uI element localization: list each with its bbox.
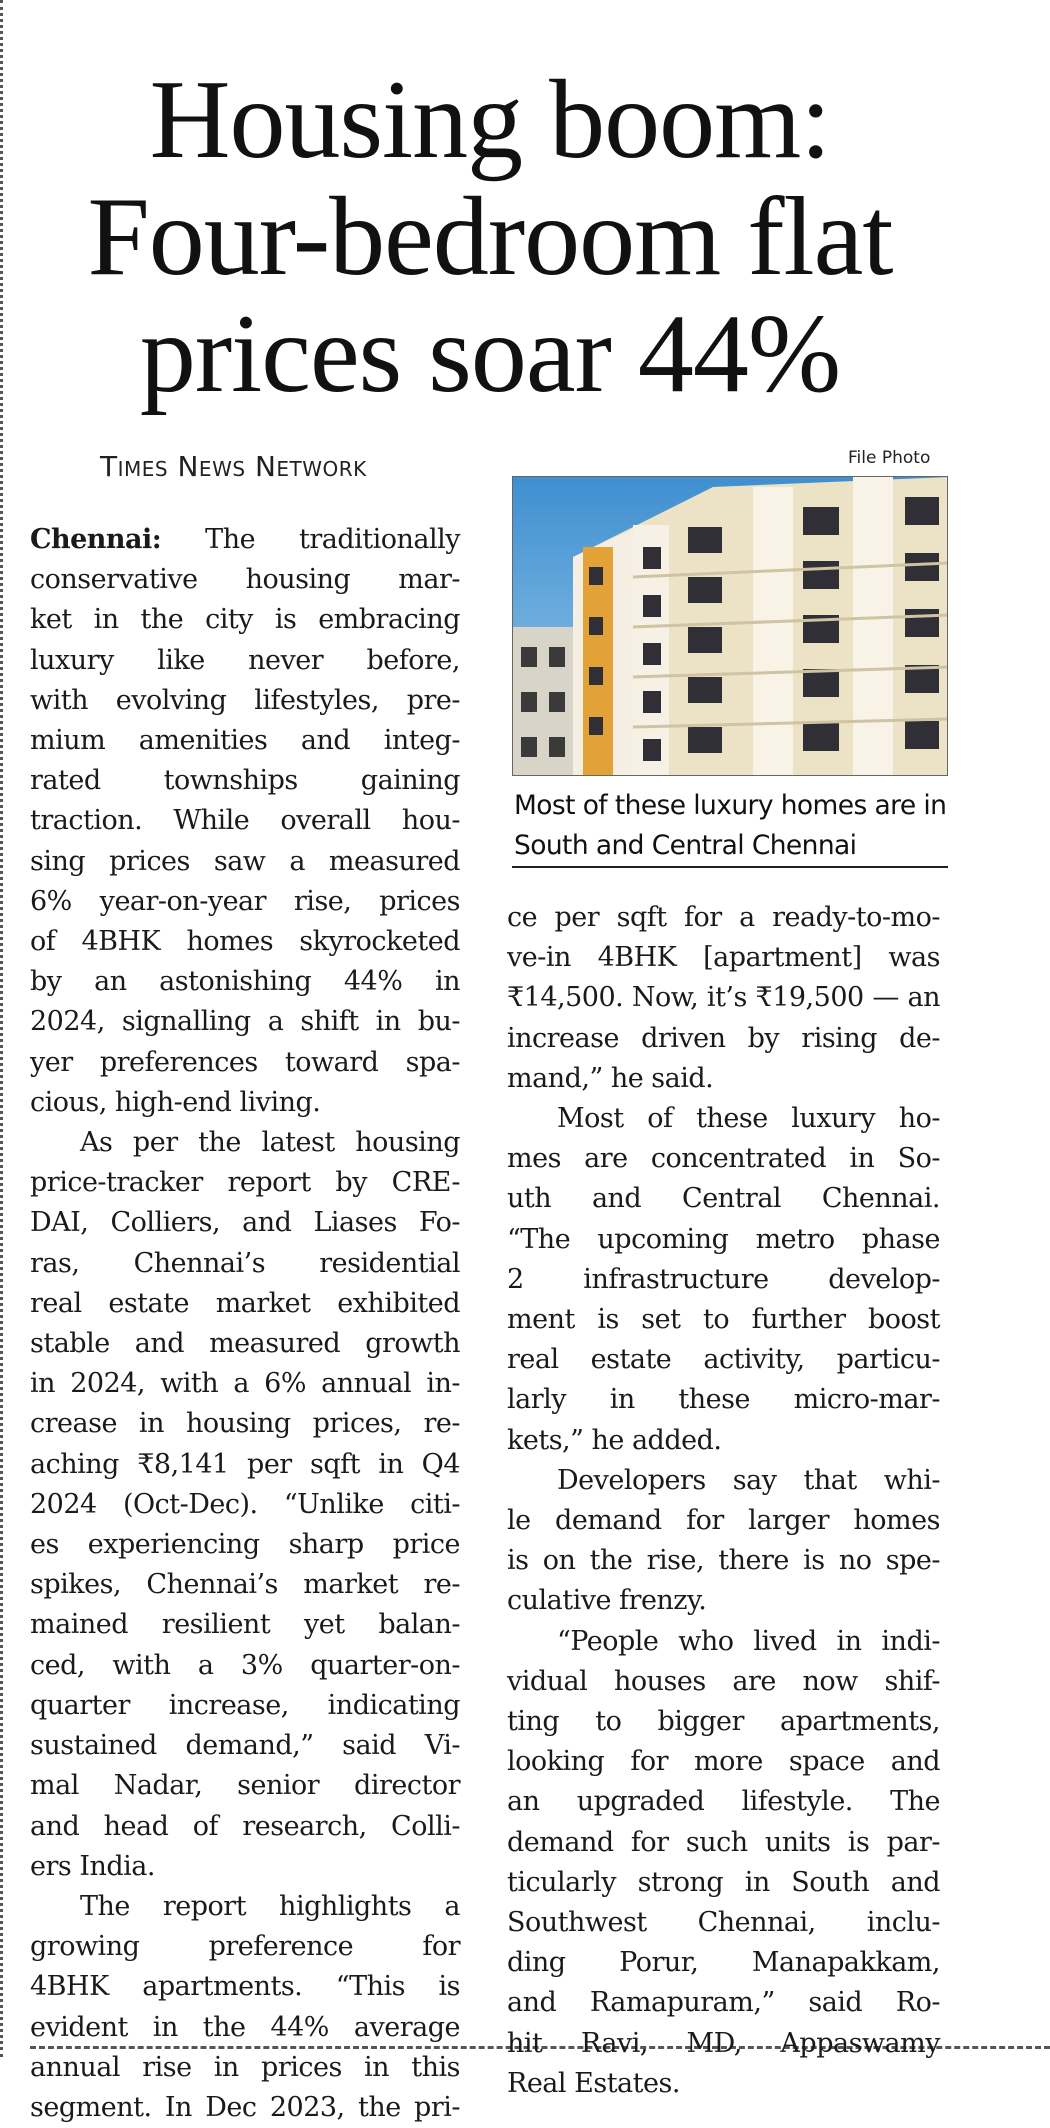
text-line: with evolving lifestyles, pre- — [30, 684, 460, 716]
building-illustration — [513, 477, 948, 776]
text-line: ding Porur, Manapakkam, — [507, 1947, 940, 1979]
text-line: Developers say that whi- — [557, 1464, 940, 1496]
text-line: Most of these luxury ho- — [557, 1103, 940, 1135]
text-line: le demand for larger homes — [507, 1505, 940, 1537]
text-line: is on the rise, there is no spe- — [507, 1545, 940, 1577]
text-line: ce per sqft for a ready-to-mo- — [507, 902, 940, 933]
text-line: rated townships gaining — [30, 765, 460, 797]
text-line: ers India. — [30, 1850, 155, 1882]
text-line: evident in the 44% average — [30, 2011, 460, 2043]
headline-line-1: Housing boom: — [149, 58, 831, 182]
text-line: mand,” he said. — [507, 1062, 714, 1094]
text-line: spikes, Chennai’s market re- — [30, 1569, 460, 1601]
text-line: conservative housing mar- — [30, 564, 460, 596]
text-line: As per the latest housing — [80, 1127, 460, 1159]
text-line: segment. In Dec 2023, the pri- — [30, 2091, 460, 2123]
text-line: price-tracker report by CRE- — [30, 1167, 460, 1199]
body-column-1 — [30, 520, 460, 2128]
text-line: 4BHK apartments. “This is — [30, 1971, 460, 2003]
text-line: sustained demand,” said Vi- — [30, 1730, 460, 1762]
byline: Times News Network — [100, 450, 367, 483]
text-line: demand for such units is par- — [507, 1826, 940, 1858]
text-line: uth and Central Chennai. — [507, 1183, 940, 1215]
text-line: traction. While overall hou- — [30, 805, 460, 837]
text-line: ras, Chennai’s residential — [30, 1247, 460, 1279]
text-line: cious, high-end living. — [30, 1086, 321, 1118]
text-line: an upgraded lifestyle. The — [507, 1786, 940, 1818]
text-line: growing preference for — [30, 1931, 460, 1963]
text-line: of 4BHK homes skyrocketed — [30, 926, 460, 958]
text-line: increase driven by rising de- — [507, 1022, 940, 1054]
text-line: 2024 (Oct-Dec). “Unlike citi- — [30, 1488, 460, 1520]
text-line: sing prices saw a measured — [30, 845, 460, 877]
text-line: ting to bigger apartments, — [507, 1706, 940, 1738]
text-line: real estate market exhibited — [30, 1287, 460, 1319]
text-line: mium amenities and integ- — [30, 725, 460, 757]
text-line: and Ramapuram,” said Ro- — [507, 1987, 940, 2019]
text-line: stable and measured growth — [30, 1328, 460, 1360]
text-line: “People who lived in indi- — [557, 1625, 940, 1657]
text-line: ₹14,500. Now, it’s ₹19,500 — an — [507, 982, 940, 1014]
text-line: mes are concentrated in So- — [507, 1143, 940, 1175]
text-line: real estate activity, particu- — [507, 1344, 940, 1376]
text-line: Southwest Chennai, inclu- — [507, 1907, 940, 1939]
text-line: ket in the city is embracing — [30, 604, 460, 636]
text-line: ve-in 4BHK [apartment] was — [507, 942, 940, 974]
text-line: Chennai: The traditionally — [30, 524, 460, 555]
text-line: larly in these micro-mar- — [507, 1384, 940, 1416]
text-line: 6% year-on-year rise, prices — [30, 885, 460, 917]
left-cut-border — [0, 0, 3, 2057]
body-column-2 — [507, 898, 940, 2104]
text-line: hit Ravi, MD, Appaswamy — [507, 2027, 940, 2059]
text-line: culative frenzy. — [507, 1585, 707, 1617]
text-line: “The upcoming metro phase — [507, 1223, 940, 1255]
text-line: The report highlights a — [80, 1890, 460, 1922]
headline-line-2: Four-bedroom flat — [87, 175, 893, 299]
text-line: mained resilient yet balan- — [30, 1609, 460, 1641]
text-line: crease in housing prices, re- — [30, 1408, 460, 1440]
text-line: and head of research, Colli- — [30, 1810, 460, 1842]
text-line: annual rise in prices in this — [30, 2051, 460, 2083]
text-line: ced, with a 3% quarter-on- — [30, 1649, 460, 1681]
text-line: Real Estates. — [507, 2067, 680, 2099]
text-line: ticularly strong in South and — [507, 1866, 940, 1898]
dateline: Chennai: — [30, 524, 162, 555]
photo-caption: Most of these luxury homes are in South and Central Chennai — [514, 790, 947, 861]
headline — [30, 58, 950, 416]
text-line: yer preferences toward spa- — [30, 1046, 460, 1078]
article-photo — [512, 476, 948, 776]
text-line: aching ₹8,141 per sqft in Q4 — [30, 1448, 460, 1480]
text-line: 2 infrastructure develop- — [507, 1263, 940, 1295]
text-line: kets,” he added. — [507, 1424, 722, 1456]
text-line: ment is set to further boost — [507, 1304, 940, 1336]
text-line: 2024, signalling a shift in bu- — [30, 1006, 460, 1038]
caption-rule — [512, 866, 948, 868]
text-line: luxury like never before, — [30, 644, 460, 676]
text-line: DAI, Colliers, and Liases Fo- — [30, 1207, 460, 1239]
headline-line-3: prices soar 44% — [139, 292, 841, 416]
text-line: looking for more space and — [507, 1746, 940, 1778]
photo-credit: File Photo — [848, 448, 931, 468]
text-line: in 2024, with a 6% annual in- — [30, 1368, 460, 1400]
text-line: es experiencing sharp price — [30, 1529, 460, 1561]
text-line: by an astonishing 44% in — [30, 966, 460, 998]
text-line: vidual houses are now shif- — [507, 1665, 940, 1697]
text-line: mal Nadar, senior director — [30, 1770, 460, 1802]
text-line: quarter increase, indicating — [30, 1689, 460, 1721]
